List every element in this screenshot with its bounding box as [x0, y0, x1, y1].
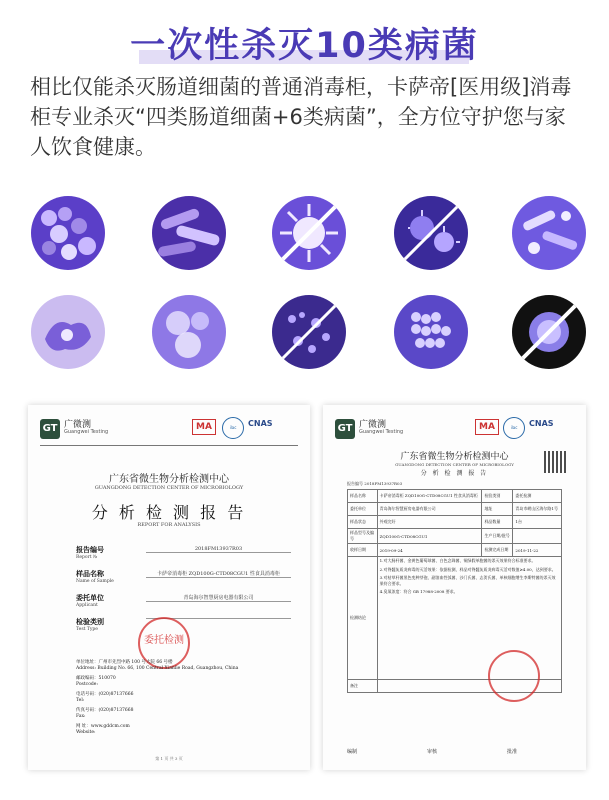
cocci-bacteria-icon	[31, 196, 105, 270]
gwt-logo-icon: GT	[40, 419, 60, 439]
contact-line: 传真号码：(020)87137668	[76, 708, 134, 713]
contact-line: Fax:	[76, 714, 86, 719]
field-label: 报告编号	[76, 545, 104, 554]
signature-label: 审核	[427, 749, 438, 755]
field-label: 样品名称	[76, 569, 104, 578]
contact-line: 邮政编码：510070	[76, 676, 116, 681]
table-row	[348, 516, 562, 529]
table-cell: 样品名称	[348, 490, 378, 503]
field-value: 2018FM13937R03	[146, 546, 291, 553]
table-cell: 青岛市崂山区海尔路1号	[513, 503, 562, 516]
field-value: 青岛海尔智慧厨房电器有限公司	[146, 594, 291, 602]
table-row	[348, 544, 562, 557]
contact-line: 单位地址：广州市先烈中路 100 号大院 66 号楼	[76, 660, 173, 665]
virus-icon	[272, 196, 346, 270]
field-label-en: Name of Sample	[76, 579, 114, 584]
report-title: 分 析 检 测 报 告	[420, 470, 489, 477]
field-label-en: Report №	[76, 555, 98, 560]
report-title-en: REPORT FOR ANALYSIS	[137, 522, 201, 528]
table-cell: 地址	[482, 503, 513, 516]
table-row	[348, 529, 562, 544]
page-number: 第 1 页 共 3 页	[155, 756, 183, 761]
table-cell: 样品状态	[348, 516, 378, 529]
table-cell: 2019-09-24	[377, 544, 482, 557]
table-cell: ZQD100G-CTD08CGU1	[377, 529, 482, 544]
contact-line: Postcode:	[76, 682, 98, 687]
table-cell: 2019-11-22	[513, 544, 562, 557]
cnas-logo: CNAS	[529, 419, 554, 428]
table-cell: 检验类别	[482, 490, 513, 503]
table-cell: 青岛海尔智慧厨房电器有限公司	[377, 503, 482, 516]
ilac-logo-icon: ilac	[503, 417, 525, 439]
table-cell: 卡萨帝消毒柜 ZQD100G-CTD08CGU1 性食具消毒柜	[377, 490, 482, 503]
conclusion-item: 3.对枯草杆菌黑色变种芽孢、副溶血性弧菌、沙门氏菌、志贺氏菌、单核细胞增生李斯特菌的杀灭效果符合要求。	[379, 575, 556, 586]
field-label: 委托单位	[76, 593, 104, 602]
field-label: 检验类别	[76, 617, 104, 626]
remarks-label: 备注	[348, 680, 378, 693]
table-cell: 检测完成日期	[482, 544, 513, 557]
signature-label: 批准	[507, 749, 518, 755]
field-label-en: Applicant	[76, 603, 98, 608]
qr-code-icon	[544, 451, 566, 473]
divider	[40, 445, 298, 446]
bubble-cells-icon	[152, 295, 226, 369]
org-name-en: GUANGDONG DETECTION CENTER OF MICROBIOLOGY	[395, 462, 514, 467]
table-cell: 收样日期	[348, 544, 378, 557]
table-cell: 生产日期/批号	[482, 529, 513, 544]
cocci-cluster-icon	[394, 295, 468, 369]
table-cell: 外观完好	[377, 516, 482, 529]
table-cell: 1台	[513, 516, 562, 529]
contact-line: 电话号码：(020)87137666	[76, 692, 134, 697]
description-text: 相比仅能杀灭肠道细菌的普通消毒柜，卡萨帝[医用级]消毒柜专业杀灭“四类肠道细菌+6类病菌”，全方位守护您与家人饮食健康。	[30, 75, 572, 159]
spore-cluster-icon	[272, 295, 346, 369]
mixed-bacteria-icon	[512, 196, 586, 270]
amoeba-icon	[31, 295, 105, 369]
contact-line: Tel:	[76, 698, 85, 703]
report-cover-page	[28, 405, 310, 770]
rod-bacteria-icon	[152, 196, 226, 270]
org-name: 广东省微生物分析检测中心	[109, 474, 229, 485]
field-value: 卡萨帝消毒柜 ZQD100G-CTD08CGU1 性食具消毒柜	[146, 570, 291, 578]
org-name-en: GUANGDONG DETECTION CENTER OF MICROBIOLOGY	[94, 485, 244, 491]
report-results-page	[323, 405, 586, 770]
spiky-virus-icon	[394, 196, 468, 270]
table-row	[348, 490, 562, 503]
contact-line: Website:	[76, 730, 96, 735]
cnas-logo: CNAS	[248, 419, 273, 428]
table-cell: 委托检测	[513, 490, 562, 503]
logo-text: 广微测	[359, 420, 387, 430]
table-cell	[513, 529, 562, 544]
logo-subtext: Guangwei Testing	[64, 429, 109, 435]
conclusion-item: 2.对脊髓灰质炎病毒的灭活效果：依据检测，样品对脊髓灰质炎病毒灭活对数值≥4.00，达到要求。	[379, 566, 556, 572]
table-cell: 委托单位	[348, 503, 378, 516]
official-stamp: 委托检测	[138, 617, 190, 669]
official-stamp	[488, 650, 540, 702]
conclusion-item: 1.对大肠杆菌、金黄色葡萄球菌、白色念珠菌、铜绿假单胞菌的杀灭效果符合标准要求。	[379, 558, 536, 563]
logo-subtext: Guangwei Testing	[359, 429, 404, 435]
gwt-logo-icon: GT	[335, 419, 355, 439]
contact-line: 网 址：www.gddcm.com	[76, 724, 130, 729]
report-header-logos	[40, 417, 298, 443]
table-row	[348, 503, 562, 516]
field-label-en: Test Type	[76, 627, 98, 632]
spiky-virus-dark-icon	[512, 295, 586, 369]
report-title: 分 析 检 测 报 告	[91, 503, 247, 522]
signature-label: 编制	[347, 749, 358, 755]
report-header-logos	[335, 417, 574, 443]
ma-logo: MA	[475, 419, 499, 435]
ilac-logo-icon: ilac	[222, 417, 244, 439]
report-number: 报告编号 2018FM13937R03	[347, 481, 403, 486]
logo-text: 广微测	[64, 420, 92, 430]
table-cell: 样品数量	[482, 516, 513, 529]
contact-line: Address: Building No. 66, 100 Central Xianlie Road, Guangzhou, China	[76, 666, 239, 671]
ma-logo: MA	[192, 419, 216, 435]
title-text: 一次性杀灭10类病菌	[130, 26, 479, 66]
table-cell: 样品型号及编号	[348, 529, 378, 544]
conclusion-label: 检测结论	[348, 557, 378, 680]
org-name: 广东省微生物分析检测中心	[400, 452, 509, 462]
conclusion-item: 4.臭氧浓度：符合 GB 17988-2008 要求。	[379, 589, 458, 594]
